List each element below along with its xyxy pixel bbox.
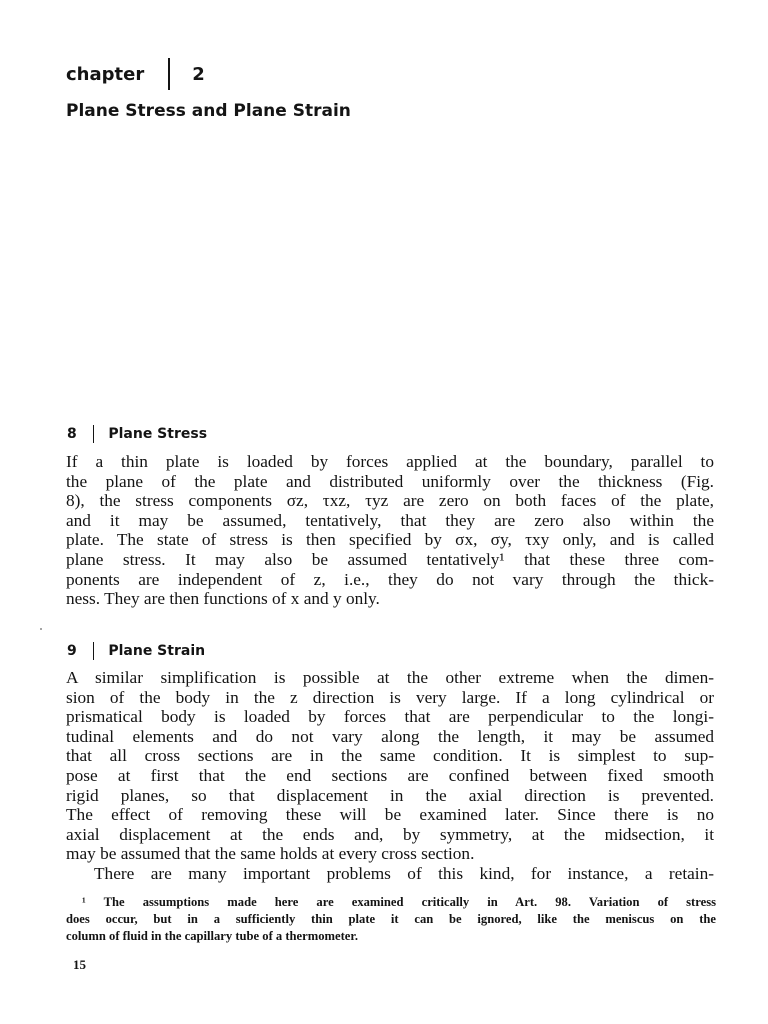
section-number: 9 <box>67 643 77 659</box>
text-line: sion of the body in the z direction is very large. If a long cylindrical or <box>66 687 714 707</box>
text-line: the plane of the plate and distributed uniformly over the thickness (Fig. <box>66 471 714 491</box>
footnote <box>66 894 716 945</box>
text-line: prismatical body is loaded by forces that are perpendicular to the longi- <box>66 707 714 727</box>
footnote-line: ¹ The assumptions made here are examined critically in Art. 98. Variation of stress <box>82 895 716 909</box>
section-title: Plane Strain <box>108 643 206 659</box>
text-line: plate. The state of stress is then specified by σx, σy, τxy only, and is called <box>66 530 714 550</box>
text-line: If a thin plate is loaded by forces applied at the boundary, parallel to <box>66 452 714 471</box>
chapter-heading <box>66 56 205 92</box>
text-line: rigid planes, so that displacement in the axial direction is prevented. <box>66 785 714 805</box>
chapter-title: Plane Stress and Plane Strain <box>66 101 351 121</box>
section-number: 8 <box>67 426 77 442</box>
section-title: Plane Stress <box>108 426 208 442</box>
chapter-label: chapter <box>66 63 145 85</box>
section-heading-plane-stress <box>67 425 207 443</box>
text-line: axial displacement at the ends and, by symmetry, at the midsection, it <box>66 824 714 844</box>
text-line: There are many important problems of this kind, for instance, a retain- <box>94 863 714 883</box>
text-line: 8), the stress components σz, τxz, τyz are zero on both faces of the plate, <box>66 491 714 511</box>
text-line: and it may be assumed, tentatively, that they are zero also within the <box>66 510 714 530</box>
text-line: that all cross sections are in the same condition. It is simplest to sup- <box>66 746 714 766</box>
section-heading-plane-strain <box>67 642 205 660</box>
footnote-line: does occur, but in a sufficiently thin plate it can be ignored, like the meniscus on the <box>66 912 716 926</box>
section-divider <box>93 425 95 443</box>
text-line: plane stress. It may also be assumed tentatively¹ that these three com- <box>66 549 714 569</box>
paragraph-plane-strain <box>66 668 714 884</box>
text-line: may be assumed that the same holds at every cross section. <box>66 844 475 864</box>
page-number: 15 <box>73 957 86 972</box>
chapter-divider <box>168 58 170 90</box>
footnote-line: column of fluid in the capillary tube of a thermometer. <box>66 929 358 943</box>
text-line: pose at first that the end sections are confined between fixed smooth <box>66 765 714 785</box>
text-line: A similar simplification is possible at the other extreme when the dimen- <box>66 668 714 687</box>
section-divider <box>93 642 95 660</box>
chapter-number: 2 <box>192 63 205 85</box>
text-line: tudinal elements and do not vary along the length, it may be assumed <box>66 726 714 746</box>
scan-speck <box>40 628 42 630</box>
text-line: ponents are independent of z, i.e., they do not vary through the thick- <box>66 569 714 589</box>
text-line: The effect of removing these will be examined later. Since there is no <box>66 805 714 825</box>
paragraph-plane-stress <box>66 452 714 609</box>
text-line: ness. They are then functions of x and y only. <box>66 589 380 609</box>
